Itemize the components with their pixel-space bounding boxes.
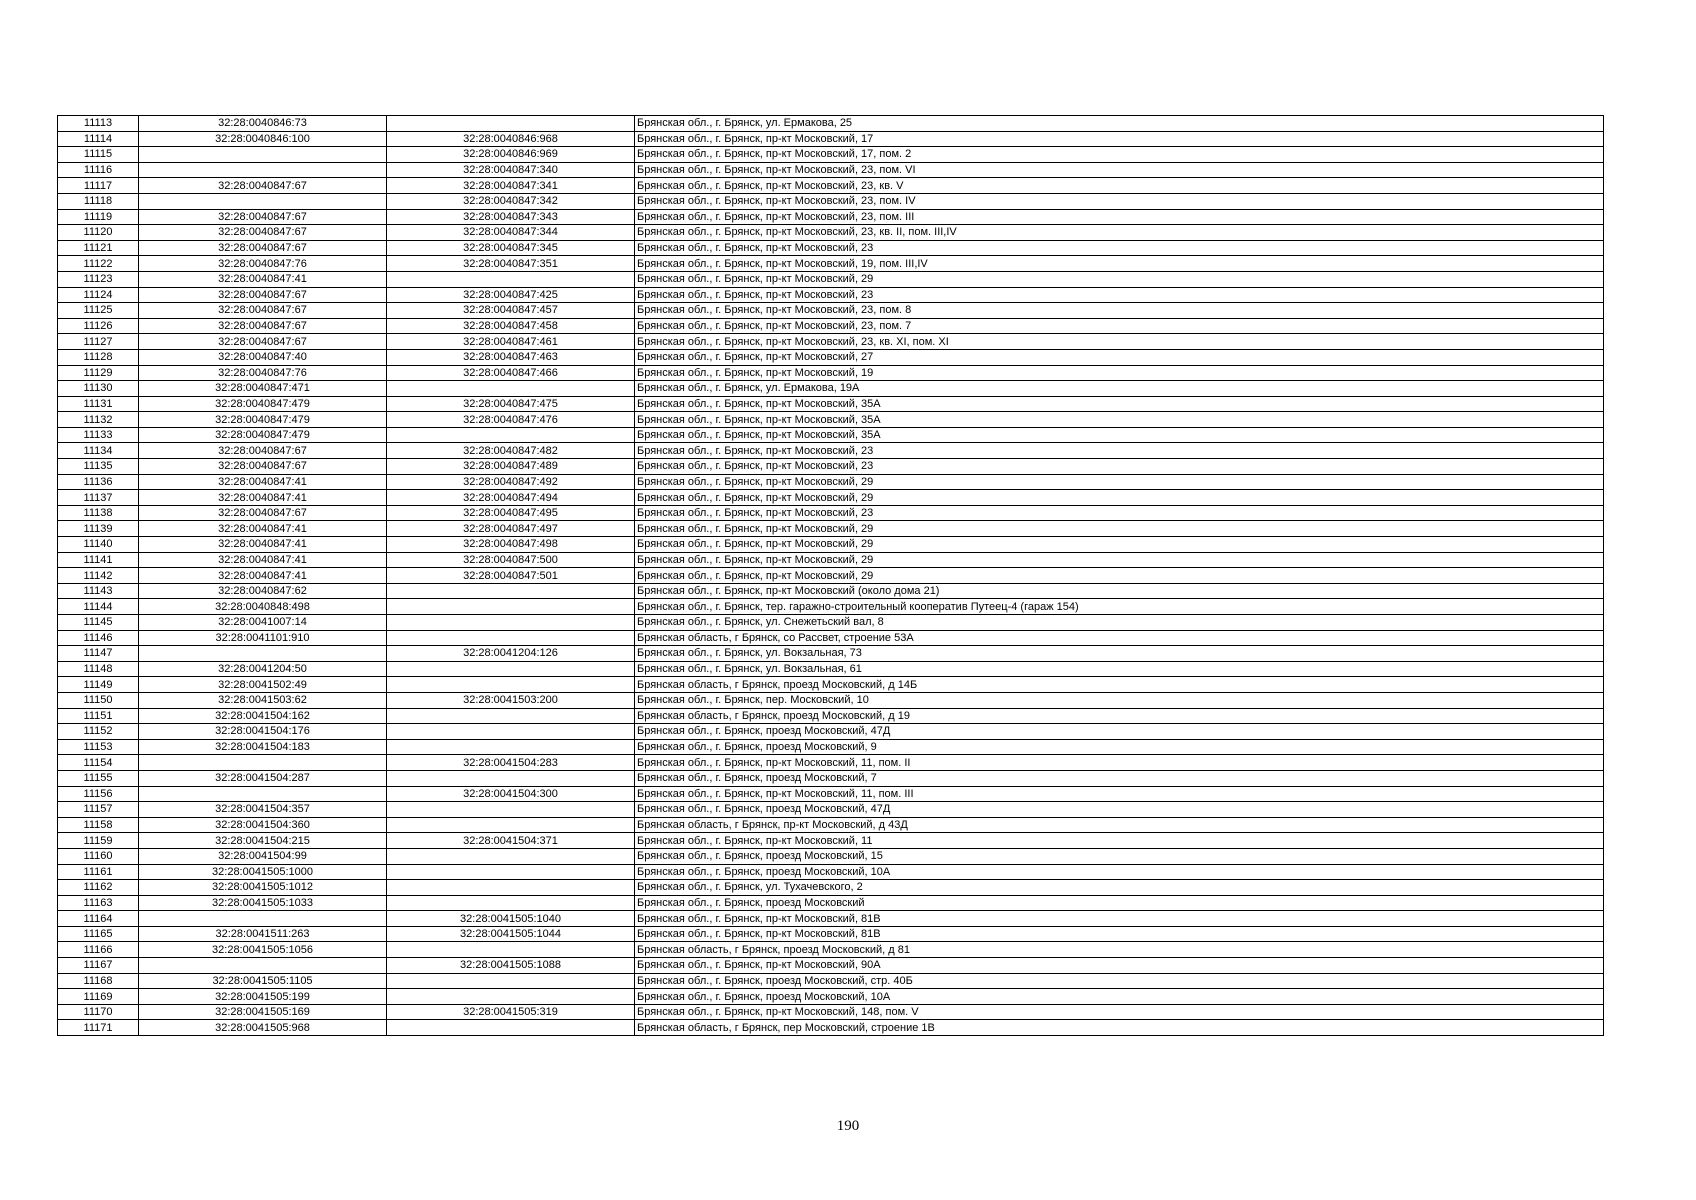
row-number-cell: 11116 (58, 162, 139, 178)
address-cell: Брянская обл., г. Брянск, пр-кт Московский, 23, пом. 7 (635, 318, 1604, 334)
row-number-cell: 11141 (58, 552, 139, 568)
cadastral-number-cell: 32:28:0041204:50 (139, 661, 387, 677)
parent-cadastral-number-cell: 32:28:0040847:344 (387, 225, 635, 241)
row-number-cell: 11163 (58, 895, 139, 911)
cadastral-number-cell: 32:28:0041502:49 (139, 677, 387, 693)
parent-cadastral-number-cell: 32:28:0040847:475 (387, 396, 635, 412)
address-cell: Брянская обл., г. Брянск, пр-кт Московский, 19 (635, 365, 1604, 381)
parent-cadastral-number-cell: 32:28:0040847:457 (387, 303, 635, 319)
table-row (58, 989, 1604, 1005)
table-row (58, 505, 1604, 521)
parent-cadastral-number-cell: 32:28:0040847:466 (387, 365, 635, 381)
row-number-cell: 11123 (58, 271, 139, 287)
row-number-cell: 11154 (58, 755, 139, 771)
cadastral-number-cell: 32:28:0040847:67 (139, 459, 387, 475)
parent-cadastral-number-cell: 32:28:0041504:300 (387, 786, 635, 802)
parent-cadastral-number-cell: 32:28:0041505:1040 (387, 911, 635, 927)
cadastral-number-cell (139, 958, 387, 974)
table-row (58, 817, 1604, 833)
address-cell: Брянская обл., г. Брянск, проезд Московский, стр. 40Б (635, 973, 1604, 989)
parent-cadastral-number-cell: 32:28:0040847:343 (387, 209, 635, 225)
address-cell: Брянская обл., г. Брянск, пр-кт Московский, 23, пом. 8 (635, 303, 1604, 319)
address-cell: Брянская обл., г. Брянск, пр-кт Московский, 23 (635, 443, 1604, 459)
parent-cadastral-number-cell (387, 989, 635, 1005)
table-row (58, 365, 1604, 381)
row-number-cell: 11165 (58, 926, 139, 942)
cadastral-number-cell: 32:28:0041101:910 (139, 630, 387, 646)
row-number-cell: 11150 (58, 692, 139, 708)
table-row (58, 833, 1604, 849)
address-cell: Брянская обл., г. Брянск, ул. Вокзальная, 73 (635, 646, 1604, 662)
row-number-cell: 11137 (58, 490, 139, 506)
row-number-cell: 11139 (58, 521, 139, 537)
row-number-cell: 11166 (58, 942, 139, 958)
parent-cadastral-number-cell: 32:28:0041505:1088 (387, 958, 635, 974)
table-row (58, 443, 1604, 459)
row-number-cell: 11128 (58, 349, 139, 365)
parent-cadastral-number-cell (387, 739, 635, 755)
address-cell: Брянская область, г Брянск, проезд Московский, д 19 (635, 708, 1604, 724)
table-row (58, 583, 1604, 599)
table-row (58, 568, 1604, 584)
table-row (58, 490, 1604, 506)
row-number-cell: 11164 (58, 911, 139, 927)
row-number-cell: 11114 (58, 131, 139, 147)
cadastral-number-cell: 32:28:0041007:14 (139, 615, 387, 631)
address-cell: Брянская обл., г. Брянск, проезд Московский, 47Д (635, 802, 1604, 818)
parent-cadastral-number-cell: 32:28:0040847:342 (387, 193, 635, 209)
address-cell: Брянская обл., г. Брянск, пр-кт Московский, 35А (635, 396, 1604, 412)
address-cell: Брянская обл., г. Брянск, пр-кт Московский, 29 (635, 474, 1604, 490)
cadastral-number-cell: 32:28:0040847:41 (139, 271, 387, 287)
table-row (58, 178, 1604, 194)
address-cell: Брянская обл., г. Брянск, пр-кт Московский, 29 (635, 537, 1604, 553)
row-number-cell: 11151 (58, 708, 139, 724)
address-cell: Брянская обл., г. Брянск, пр-кт Московский, 29 (635, 271, 1604, 287)
table-row (58, 802, 1604, 818)
cadastral-number-cell: 32:28:0041505:169 (139, 1004, 387, 1020)
table-body (58, 116, 1604, 1036)
address-cell: Брянская обл., г. Брянск, пр-кт Московский, 29 (635, 568, 1604, 584)
table-row (58, 240, 1604, 256)
address-cell: Брянская обл., г. Брянск, пр-кт Московский, 17 (635, 131, 1604, 147)
row-number-cell: 11140 (58, 537, 139, 553)
row-number-cell: 11167 (58, 958, 139, 974)
row-number-cell: 11120 (58, 225, 139, 241)
table-row (58, 1020, 1604, 1036)
address-cell: Брянская обл., г. Брянск, пр-кт Московский, 23 (635, 459, 1604, 475)
address-cell: Брянская обл., г. Брянск, пр-кт Московский, 90А (635, 958, 1604, 974)
table-row (58, 303, 1604, 319)
row-number-cell: 11132 (58, 412, 139, 428)
parent-cadastral-number-cell: 32:28:0041503:200 (387, 692, 635, 708)
cadastral-number-cell: 32:28:0040847:67 (139, 505, 387, 521)
address-cell: Брянская область, г Брянск, пр-кт Московский, д 43Д (635, 817, 1604, 833)
cadastral-number-cell (139, 162, 387, 178)
table-row (58, 209, 1604, 225)
table-row (58, 770, 1604, 786)
parent-cadastral-number-cell: 32:28:0041204:126 (387, 646, 635, 662)
parent-cadastral-number-cell (387, 427, 635, 443)
table-row (58, 599, 1604, 615)
row-number-cell: 11134 (58, 443, 139, 459)
cadastral-number-cell: 32:28:0041505:199 (139, 989, 387, 1005)
parent-cadastral-number-cell: 32:28:0040847:494 (387, 490, 635, 506)
cadastral-number-cell: 32:28:0040847:67 (139, 318, 387, 334)
address-cell: Брянская область, г Брянск, проезд Московский, д 81 (635, 942, 1604, 958)
parent-cadastral-number-cell (387, 271, 635, 287)
address-cell: Брянская обл., г. Брянск, ул. Тухачевского, 2 (635, 880, 1604, 896)
table-row (58, 661, 1604, 677)
table-row (58, 537, 1604, 553)
table-row (58, 349, 1604, 365)
cadastral-number-cell: 32:28:0040847:67 (139, 240, 387, 256)
address-cell: Брянская обл., г. Брянск, пр-кт Московский, 11, пом. II (635, 755, 1604, 771)
address-cell: Брянская обл., г. Брянск, ул. Ермакова, 19А (635, 381, 1604, 397)
address-cell: Брянская обл., г. Брянск, пр-кт Московский, 81В (635, 926, 1604, 942)
table-row (58, 474, 1604, 490)
row-number-cell: 11161 (58, 864, 139, 880)
row-number-cell: 11118 (58, 193, 139, 209)
cadastral-number-cell: 32:28:0040847:67 (139, 334, 387, 350)
cadastral-number-cell (139, 193, 387, 209)
row-number-cell: 11124 (58, 287, 139, 303)
row-number-cell: 11169 (58, 989, 139, 1005)
table-row (58, 911, 1604, 927)
row-number-cell: 11158 (58, 817, 139, 833)
address-cell: Брянская обл., г. Брянск, пр-кт Московский, 35А (635, 412, 1604, 428)
table-row (58, 926, 1604, 942)
parent-cadastral-number-cell (387, 661, 635, 677)
address-cell: Брянская обл., г. Брянск, пр-кт Московский, 29 (635, 521, 1604, 537)
table-row (58, 287, 1604, 303)
table-row (58, 630, 1604, 646)
page-number: 190 (836, 1118, 860, 1134)
table-row (58, 162, 1604, 178)
cadastral-number-cell: 32:28:0040847:67 (139, 178, 387, 194)
cadastral-number-cell: 32:28:0041504:99 (139, 848, 387, 864)
row-number-cell: 11131 (58, 396, 139, 412)
table-row (58, 708, 1604, 724)
cadastral-number-cell: 32:28:0040847:479 (139, 396, 387, 412)
parent-cadastral-number-cell (387, 864, 635, 880)
parent-cadastral-number-cell (387, 942, 635, 958)
table-row (58, 396, 1604, 412)
address-cell: Брянская область, г Брянск, со Рассвет, строение 53А (635, 630, 1604, 646)
address-cell: Брянская обл., г. Брянск, проезд Московский, 15 (635, 848, 1604, 864)
row-number-cell: 11113 (58, 116, 139, 132)
parent-cadastral-number-cell (387, 1020, 635, 1036)
parent-cadastral-number-cell (387, 615, 635, 631)
address-cell: Брянская обл., г. Брянск, проезд Московский, 10А (635, 864, 1604, 880)
parent-cadastral-number-cell: 32:28:0040846:969 (387, 147, 635, 163)
table-row (58, 256, 1604, 272)
cadastral-number-cell (139, 911, 387, 927)
row-number-cell: 11143 (58, 583, 139, 599)
address-cell: Брянская обл., г. Брянск, пр-кт Московский, 17, пом. 2 (635, 147, 1604, 163)
table-row (58, 131, 1604, 147)
row-number-cell: 11129 (58, 365, 139, 381)
table-row (58, 334, 1604, 350)
cadastral-number-cell: 32:28:0040847:62 (139, 583, 387, 599)
parent-cadastral-number-cell (387, 116, 635, 132)
cadastral-number-cell: 32:28:0041511:263 (139, 926, 387, 942)
row-number-cell: 11160 (58, 848, 139, 864)
row-number-cell: 11149 (58, 677, 139, 693)
parent-cadastral-number-cell (387, 895, 635, 911)
table-row (58, 724, 1604, 740)
cadastral-number-cell: 32:28:0040846:73 (139, 116, 387, 132)
address-cell: Брянская обл., г. Брянск, пр-кт Московский, 19, пом. III,IV (635, 256, 1604, 272)
cadastral-number-cell: 32:28:0041505:1105 (139, 973, 387, 989)
row-number-cell: 11148 (58, 661, 139, 677)
cadastral-number-cell: 32:28:0040847:41 (139, 537, 387, 553)
parent-cadastral-number-cell: 32:28:0040847:501 (387, 568, 635, 584)
cadastral-number-cell: 32:28:0041504:215 (139, 833, 387, 849)
parent-cadastral-number-cell: 32:28:0040847:495 (387, 505, 635, 521)
address-cell: Брянская обл., г. Брянск, пр-кт Московский, 148, пом. V (635, 1004, 1604, 1020)
table-row (58, 427, 1604, 443)
cadastral-number-cell: 32:28:0041504:176 (139, 724, 387, 740)
table-row (58, 225, 1604, 241)
table-row (58, 116, 1604, 132)
cadastral-number-cell: 32:28:0041505:968 (139, 1020, 387, 1036)
parent-cadastral-number-cell: 32:28:0040847:351 (387, 256, 635, 272)
row-number-cell: 11159 (58, 833, 139, 849)
cadastral-number-cell: 32:28:0040847:41 (139, 474, 387, 490)
address-cell: Брянская обл., г. Брянск, проезд Московский, 9 (635, 739, 1604, 755)
parent-cadastral-number-cell (387, 848, 635, 864)
parent-cadastral-number-cell: 32:28:0040847:463 (387, 349, 635, 365)
parent-cadastral-number-cell (387, 630, 635, 646)
cadastral-number-cell (139, 147, 387, 163)
row-number-cell: 11152 (58, 724, 139, 740)
table-row (58, 381, 1604, 397)
cadastral-number-cell: 32:28:0041505:1033 (139, 895, 387, 911)
row-number-cell: 11130 (58, 381, 139, 397)
address-cell: Брянская обл., г. Брянск, пр-кт Московский, 23, кв. V (635, 178, 1604, 194)
row-number-cell: 11171 (58, 1020, 139, 1036)
parent-cadastral-number-cell: 32:28:0041504:283 (387, 755, 635, 771)
row-number-cell: 11126 (58, 318, 139, 334)
row-number-cell: 11135 (58, 459, 139, 475)
parent-cadastral-number-cell: 32:28:0040847:458 (387, 318, 635, 334)
address-cell: Брянская обл., г. Брянск, пр-кт Московский, 23, пом. IV (635, 193, 1604, 209)
row-number-cell: 11117 (58, 178, 139, 194)
parent-cadastral-number-cell (387, 802, 635, 818)
row-number-cell: 11138 (58, 505, 139, 521)
cadastral-number-cell: 32:28:0040847:67 (139, 303, 387, 319)
table-row (58, 271, 1604, 287)
cadastral-number-cell (139, 755, 387, 771)
address-cell: Брянская обл., г. Брянск, пр-кт Московский, 27 (635, 349, 1604, 365)
row-number-cell: 11156 (58, 786, 139, 802)
row-number-cell: 11168 (58, 973, 139, 989)
table-row (58, 942, 1604, 958)
table-row (58, 739, 1604, 755)
cadastral-number-cell: 32:28:0041504:162 (139, 708, 387, 724)
row-number-cell: 11145 (58, 615, 139, 631)
address-cell: Брянская область, г Брянск, проезд Московский, д 14Б (635, 677, 1604, 693)
row-number-cell: 11127 (58, 334, 139, 350)
table-row (58, 1004, 1604, 1020)
address-cell: Брянская обл., г. Брянск, тер. гаражно-строительный кооператив Путеец-4 (гараж 154) (635, 599, 1604, 615)
table-row (58, 895, 1604, 911)
row-number-cell: 11144 (58, 599, 139, 615)
address-cell: Брянская обл., г. Брянск, пр-кт Московский, 23, пом. VI (635, 162, 1604, 178)
row-number-cell: 11157 (58, 802, 139, 818)
address-cell: Брянская обл., г. Брянск, пр-кт Московский, 23, кв. II, пом. III,IV (635, 225, 1604, 241)
address-cell: Брянская обл., г. Брянск, проезд Московский (635, 895, 1604, 911)
row-number-cell: 11136 (58, 474, 139, 490)
parent-cadastral-number-cell: 32:28:0040847:489 (387, 459, 635, 475)
parent-cadastral-number-cell: 32:28:0040847:498 (387, 537, 635, 553)
address-cell: Брянская обл., г. Брянск, пер. Московский, 10 (635, 692, 1604, 708)
address-cell: Брянская обл., г. Брянск, пр-кт Московский, 23 (635, 505, 1604, 521)
cadastral-number-cell: 32:28:0041505:1000 (139, 864, 387, 880)
row-number-cell: 11133 (58, 427, 139, 443)
parent-cadastral-number-cell: 32:28:0040847:340 (387, 162, 635, 178)
parent-cadastral-number-cell (387, 381, 635, 397)
address-cell: Брянская обл., г. Брянск, пр-кт Московский, 29 (635, 490, 1604, 506)
table-row (58, 973, 1604, 989)
parent-cadastral-number-cell (387, 880, 635, 896)
table-row (58, 646, 1604, 662)
parent-cadastral-number-cell: 32:28:0040847:482 (387, 443, 635, 459)
parent-cadastral-number-cell (387, 724, 635, 740)
parent-cadastral-number-cell: 32:28:0041505:1044 (387, 926, 635, 942)
address-cell: Брянская обл., г. Брянск, пр-кт Московский, 23, кв. XI, пом. XI (635, 334, 1604, 350)
row-number-cell: 11147 (58, 646, 139, 662)
address-cell: Брянская обл., г. Брянск, ул. Снежетьский вал, 8 (635, 615, 1604, 631)
cadastral-number-cell: 32:28:0040847:41 (139, 552, 387, 568)
cadastral-number-cell: 32:28:0040847:67 (139, 225, 387, 241)
table-row (58, 958, 1604, 974)
cadastral-number-cell (139, 786, 387, 802)
cadastral-number-cell: 32:28:0040847:41 (139, 521, 387, 537)
row-number-cell: 11122 (58, 256, 139, 272)
cadastral-number-cell: 32:28:0040847:40 (139, 349, 387, 365)
parent-cadastral-number-cell (387, 677, 635, 693)
cadastral-number-cell: 32:28:0040847:76 (139, 256, 387, 272)
cadastral-number-cell (139, 646, 387, 662)
cadastral-number-cell: 32:28:0040847:67 (139, 209, 387, 225)
table-row (58, 615, 1604, 631)
address-cell: Брянская обл., г. Брянск, пр-кт Московский, 81В (635, 911, 1604, 927)
address-cell: Брянская обл., г. Брянск, проезд Московский, 7 (635, 770, 1604, 786)
row-number-cell: 11142 (58, 568, 139, 584)
table-row (58, 786, 1604, 802)
cadastral-number-cell: 32:28:0041504:183 (139, 739, 387, 755)
cadastral-number-cell: 32:28:0040847:479 (139, 412, 387, 428)
cadastral-table (57, 115, 1604, 1036)
address-cell: Брянская обл., г. Брянск, пр-кт Московский, 23 (635, 287, 1604, 303)
address-cell: Брянская обл., г. Брянск, пр-кт Московский, 29 (635, 552, 1604, 568)
table-row (58, 318, 1604, 334)
row-number-cell: 11170 (58, 1004, 139, 1020)
parent-cadastral-number-cell: 32:28:0041505:319 (387, 1004, 635, 1020)
cadastral-number-cell: 32:28:0040848:498 (139, 599, 387, 615)
cadastral-number-cell: 32:28:0040846:100 (139, 131, 387, 147)
table-row (58, 677, 1604, 693)
address-cell: Брянская обл., г. Брянск, ул. Вокзальная, 61 (635, 661, 1604, 677)
cadastral-number-cell: 32:28:0041505:1012 (139, 880, 387, 896)
parent-cadastral-number-cell (387, 708, 635, 724)
table-row (58, 864, 1604, 880)
cadastral-number-cell: 32:28:0041504:287 (139, 770, 387, 786)
parent-cadastral-number-cell (387, 770, 635, 786)
parent-cadastral-number-cell (387, 599, 635, 615)
parent-cadastral-number-cell: 32:28:0040846:968 (387, 131, 635, 147)
parent-cadastral-number-cell: 32:28:0040847:492 (387, 474, 635, 490)
address-cell: Брянская область, г Брянск, пер Московский, строение 1В (635, 1020, 1604, 1036)
parent-cadastral-number-cell (387, 817, 635, 833)
address-cell: Брянская обл., г. Брянск, пр-кт Московский (около дома 21) (635, 583, 1604, 599)
row-number-cell: 11155 (58, 770, 139, 786)
address-cell: Брянская обл., г. Брянск, ул. Ермакова, 25 (635, 116, 1604, 132)
parent-cadastral-number-cell: 32:28:0040847:341 (387, 178, 635, 194)
row-number-cell: 11125 (58, 303, 139, 319)
cadastral-number-cell: 32:28:0040847:67 (139, 287, 387, 303)
cadastral-number-cell: 32:28:0041504:360 (139, 817, 387, 833)
table-row (58, 147, 1604, 163)
table-row (58, 521, 1604, 537)
cadastral-number-cell: 32:28:0040847:76 (139, 365, 387, 381)
table-row (58, 193, 1604, 209)
row-number-cell: 11153 (58, 739, 139, 755)
parent-cadastral-number-cell: 32:28:0040847:425 (387, 287, 635, 303)
parent-cadastral-number-cell: 32:28:0040847:476 (387, 412, 635, 428)
table-row (58, 552, 1604, 568)
table-row (58, 755, 1604, 771)
cadastral-number-cell: 32:28:0040847:41 (139, 490, 387, 506)
address-cell: Брянская обл., г. Брянск, пр-кт Московский, 35А (635, 427, 1604, 443)
table-row (58, 412, 1604, 428)
parent-cadastral-number-cell: 32:28:0040847:497 (387, 521, 635, 537)
table-row (58, 459, 1604, 475)
table-row (58, 692, 1604, 708)
parent-cadastral-number-cell (387, 583, 635, 599)
cadastral-number-cell: 32:28:0040847:471 (139, 381, 387, 397)
cadastral-number-cell: 32:28:0040847:41 (139, 568, 387, 584)
row-number-cell: 11115 (58, 147, 139, 163)
address-cell: Брянская обл., г. Брянск, пр-кт Московский, 23, пом. III (635, 209, 1604, 225)
address-cell: Брянская обл., г. Брянск, проезд Московский, 47Д (635, 724, 1604, 740)
parent-cadastral-number-cell (387, 973, 635, 989)
cadastral-number-cell: 32:28:0040847:67 (139, 443, 387, 459)
row-number-cell: 11119 (58, 209, 139, 225)
address-cell: Брянская обл., г. Брянск, пр-кт Московский, 23 (635, 240, 1604, 256)
address-cell: Брянская обл., г. Брянск, пр-кт Московский, 11 (635, 833, 1604, 849)
parent-cadastral-number-cell: 32:28:0040847:500 (387, 552, 635, 568)
address-cell: Брянская обл., г. Брянск, пр-кт Московский, 11, пом. III (635, 786, 1604, 802)
cadastral-number-cell: 32:28:0041503:62 (139, 692, 387, 708)
row-number-cell: 11146 (58, 630, 139, 646)
row-number-cell: 11162 (58, 880, 139, 896)
parent-cadastral-number-cell: 32:28:0040847:461 (387, 334, 635, 350)
table-row (58, 848, 1604, 864)
cadastral-number-cell: 32:28:0041505:1056 (139, 942, 387, 958)
table-row (58, 880, 1604, 896)
cadastral-number-cell: 32:28:0041504:357 (139, 802, 387, 818)
address-cell: Брянская обл., г. Брянск, проезд Московский, 10А (635, 989, 1604, 1005)
parent-cadastral-number-cell: 32:28:0040847:345 (387, 240, 635, 256)
parent-cadastral-number-cell: 32:28:0041504:371 (387, 833, 635, 849)
row-number-cell: 11121 (58, 240, 139, 256)
cadastral-number-cell: 32:28:0040847:479 (139, 427, 387, 443)
